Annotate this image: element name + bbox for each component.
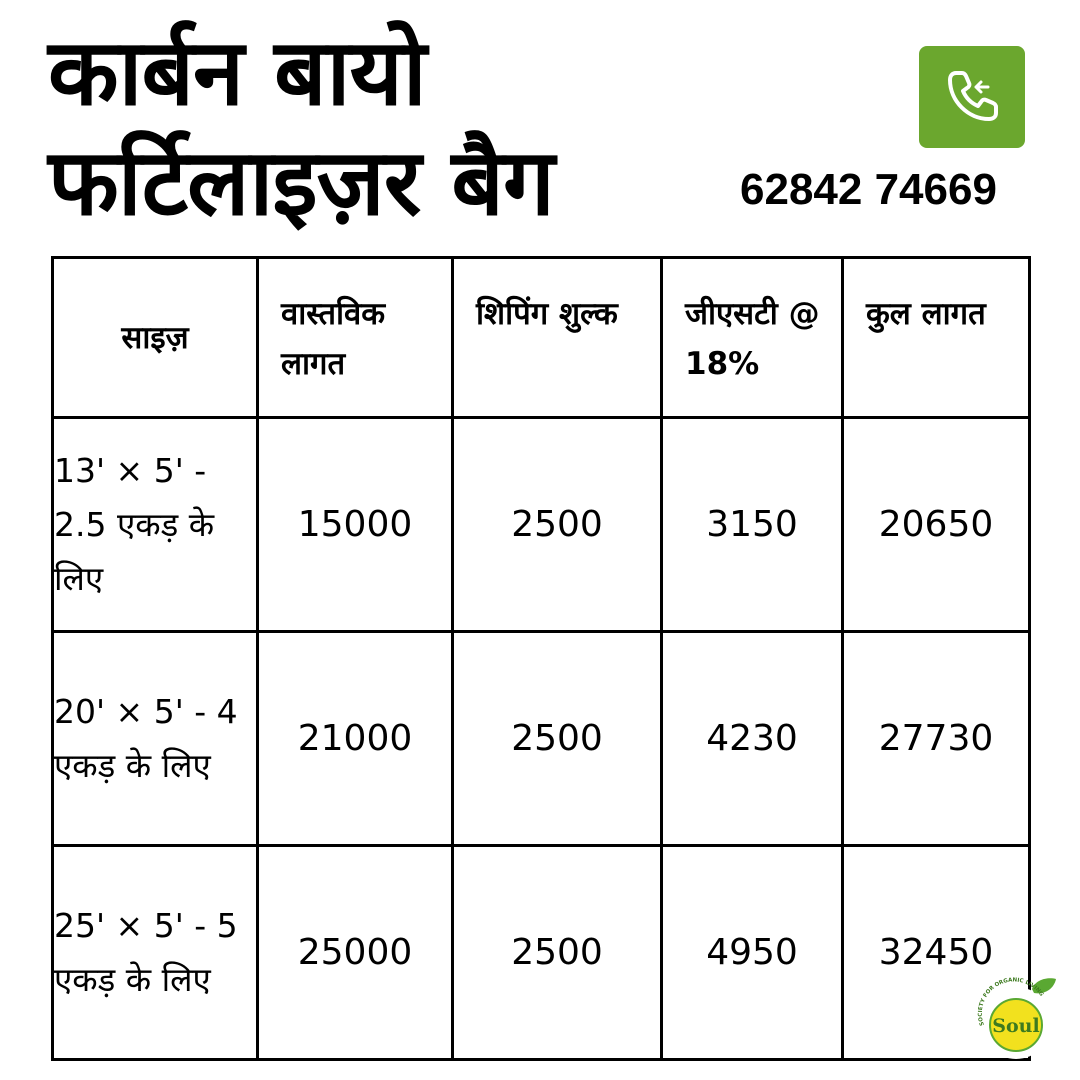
size-cell: 20' × 5' - 4 एकड़ के लिए bbox=[53, 632, 258, 846]
total-cost-cell: 20650 bbox=[843, 418, 1030, 632]
total-cost-cell: 27730 bbox=[843, 632, 1030, 846]
logo-ring-text: SOCIETY FOR ORGANIC LIVING bbox=[977, 977, 1045, 1027]
size-cell: 25' × 5' - 5 एकड़ के लिए bbox=[53, 846, 258, 1060]
total-cost-cell: 32450 bbox=[843, 846, 1030, 1060]
table-row bbox=[53, 632, 1030, 846]
logo-wordmark: Soul bbox=[992, 1015, 1040, 1037]
header-gst: जीएसटी @ 18% bbox=[662, 258, 843, 418]
phone-number: 62842 74669 bbox=[740, 165, 997, 214]
header-total-cost: कुल लागत bbox=[843, 258, 1030, 418]
gst-cell: 4950 bbox=[662, 846, 843, 1060]
call-button[interactable] bbox=[919, 46, 1025, 148]
shipping-cell: 2500 bbox=[453, 846, 662, 1060]
title-line-1: कार्बन बायो bbox=[48, 19, 426, 126]
soul-logo bbox=[970, 975, 1060, 1065]
shipping-cell: 2500 bbox=[453, 418, 662, 632]
actual-cost-cell: 25000 bbox=[258, 846, 453, 1060]
actual-cost-cell: 15000 bbox=[258, 418, 453, 632]
table-row bbox=[53, 846, 1030, 1060]
table-header-row bbox=[53, 258, 1030, 418]
title-line-2: फर्टिलाइज़र बैग bbox=[48, 129, 554, 236]
page-title bbox=[48, 18, 708, 238]
header-size: साइज़ bbox=[53, 258, 258, 418]
size-cell: 13' × 5' - 2.5 एकड़ के लिए bbox=[53, 418, 258, 632]
gst-cell: 3150 bbox=[662, 418, 843, 632]
actual-cost-cell: 21000 bbox=[258, 632, 453, 846]
table-row bbox=[53, 418, 1030, 632]
header-actual-cost: वास्तविक लागत bbox=[258, 258, 453, 418]
header-shipping-charge: शिपिंग शुल्क bbox=[453, 258, 662, 418]
price-table bbox=[51, 256, 1031, 1061]
shipping-cell: 2500 bbox=[453, 632, 662, 846]
gst-cell: 4230 bbox=[662, 632, 843, 846]
